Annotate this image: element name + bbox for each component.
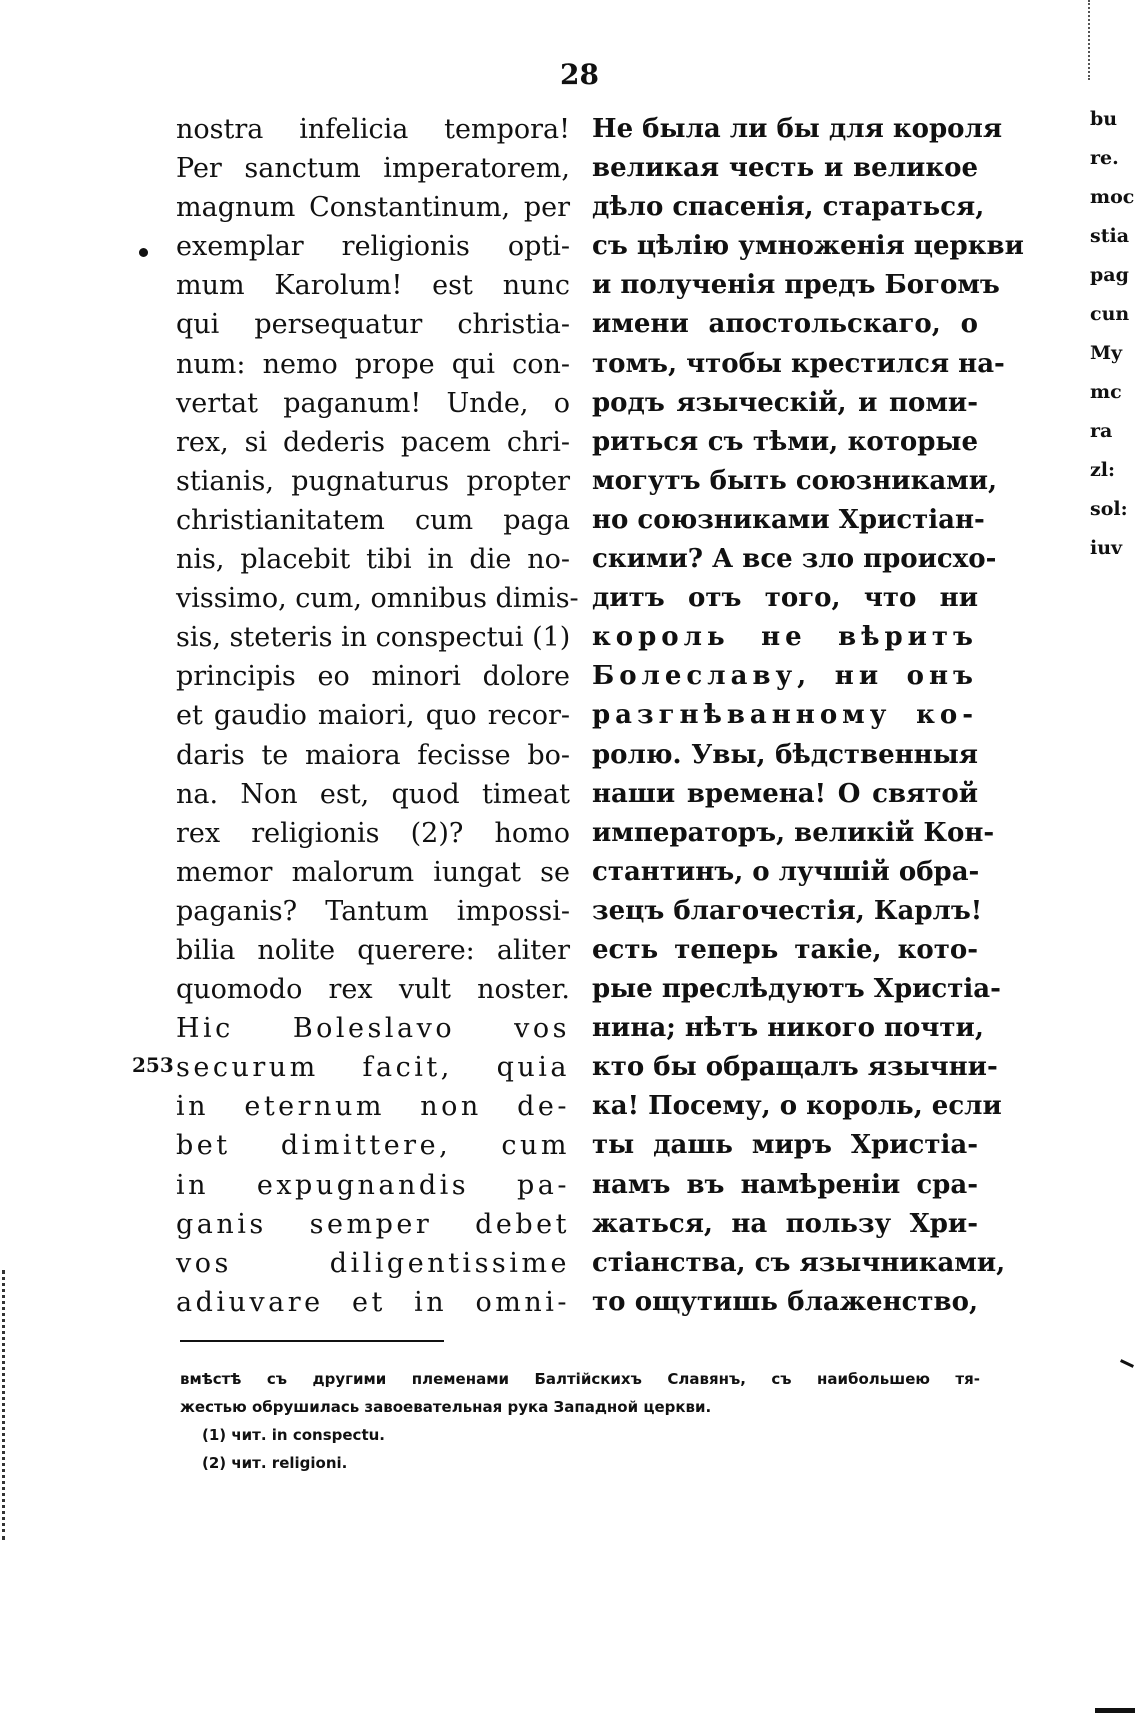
- page-edge-dotted-line: [1088, 0, 1091, 80]
- text-line: vissimo, cum, omnibus dimis-: [176, 583, 579, 615]
- text-line: christianitatem cum paga: [176, 504, 570, 536]
- text-line: стантинъ, о лучшій обра-: [592, 856, 980, 887]
- text-line: разгнѣванному ко-: [592, 700, 978, 731]
- text-line: rex religionis (2)? homo: [176, 817, 570, 849]
- text-line: дѣло спасенія, стараться,: [592, 192, 985, 223]
- text-line: rex, si dederis pacem chri-: [176, 426, 570, 458]
- text-line: и полученія предъ Богомъ: [592, 270, 1000, 301]
- text-line: томъ, чтобы крестился на-: [592, 348, 1005, 379]
- footnote-separator-rule: [180, 1340, 444, 1342]
- adjacent-page-fragment: stia: [1090, 225, 1130, 247]
- text-line: жаться, на пользу Хри-: [592, 1208, 978, 1239]
- text-line: наши времена! О святой: [592, 778, 978, 809]
- text-line: Hic Boleslavo vos: [176, 1013, 570, 1045]
- text-line: императоръ, великій Кон-: [592, 817, 995, 848]
- text-line: рые преслѣдуютъ Христіа-: [592, 974, 1001, 1005]
- adjacent-page-fragment: bu: [1090, 108, 1118, 130]
- text-line: Болеславу, ни онъ: [592, 661, 978, 692]
- text-line: имени апостольскаго, о: [592, 309, 978, 340]
- text-line: qui persequatur christia-: [176, 309, 570, 341]
- text-line: ganis semper debet: [176, 1208, 570, 1240]
- footnotes-block: [180, 1365, 980, 1477]
- footnote-item: (1) чит. in conspectu.: [202, 1426, 385, 1444]
- adjacent-page-fragment: mc: [1090, 381, 1122, 403]
- text-line: кто бы обращалъ язычни-: [592, 1052, 998, 1083]
- text-line: stianis, pugnaturus propter: [176, 465, 570, 497]
- latin-text-column: [176, 110, 579, 1322]
- text-line: риться съ тѣми, которые: [592, 426, 978, 457]
- text-line: Не была ли бы для короля: [592, 114, 1003, 144]
- adjacent-page-fragment: iuv: [1090, 537, 1123, 559]
- footnote-item: (2) чит. religioni.: [202, 1454, 348, 1472]
- text-line: vertat paganum! Unde, o: [176, 387, 570, 419]
- adjacent-page-fragment: ra: [1090, 420, 1113, 442]
- text-line: но союзниками Христіан-: [592, 504, 985, 535]
- text-line: нина; нѣтъ никого почти,: [592, 1013, 984, 1044]
- adjacent-page-fragment: zl:: [1090, 459, 1116, 481]
- text-line: ролю. Увы, бѣдственныя: [592, 739, 978, 770]
- text-line: великая честь и великое: [592, 153, 978, 184]
- text-line: nostra infelicia tempora!: [176, 114, 570, 145]
- text-line: exemplar religionis opti-: [176, 231, 570, 263]
- text-line: nis, placebit tibi in die no-: [176, 544, 570, 576]
- text-line: securum facit, quia: [176, 1052, 570, 1084]
- margin-line-number: 253: [132, 1053, 174, 1077]
- adjacent-page-fragment: sol:: [1090, 498, 1128, 520]
- text-line: стіанства, съ язычниками,: [592, 1247, 1006, 1278]
- scan-artifact-mark: [1120, 1359, 1134, 1368]
- text-line: memor malorum iungat se: [176, 856, 570, 888]
- text-line: скими? А все зло происхо-: [592, 544, 997, 575]
- text-line: намъ въ намѣреніи сра-: [592, 1169, 978, 1200]
- text-line: in expugnandis pa-: [176, 1169, 570, 1201]
- text-line: могутъ быть союзниками,: [592, 465, 998, 496]
- text-line: съ цѣлію умноженія церкви: [592, 231, 1024, 262]
- text-line: et gaudio maiori, quo recor-: [176, 700, 570, 732]
- text-line: quomodo rex vult noster.: [176, 974, 570, 1006]
- text-line: ка! Посему, о король, если: [592, 1091, 1002, 1122]
- adjacent-page-fragment: moc: [1090, 186, 1135, 208]
- page-number: 28: [560, 58, 599, 91]
- scan-artifact-mark: [1095, 1708, 1135, 1713]
- text-line: mum Karolum! est nunc: [176, 270, 570, 302]
- binding-edge-marks: [2, 1270, 7, 1540]
- adjacent-page-fragment: re.: [1090, 147, 1119, 169]
- footnote-continuation-line: жестью обрушилась завоевательная рука Западной церкви.: [180, 1398, 712, 1416]
- text-line: bilia nolite querere: aliter: [176, 934, 570, 966]
- text-line: magnum Constantinum, per: [176, 192, 570, 224]
- text-line: daris te maiora fecisse bo-: [176, 739, 570, 771]
- adjacent-page-fragment: pag: [1090, 264, 1129, 286]
- text-line: зецъ благочестія, Карлъ!: [592, 895, 983, 926]
- text-line: na. Non est, quod timeat: [176, 778, 570, 810]
- text-line: paganis? Tantum impossi-: [176, 895, 570, 927]
- text-line: родъ языческій, и поми-: [592, 387, 978, 418]
- text-line: ты дашь миръ Христіа-: [592, 1130, 978, 1161]
- text-line: in eternum non de-: [176, 1091, 570, 1123]
- text-line: дитъ отъ того, что ни: [592, 583, 978, 614]
- text-line: король не вѣритъ: [592, 622, 978, 653]
- text-line: principis eo minori dolore: [176, 661, 570, 693]
- russian-text-column: [592, 110, 1024, 1322]
- text-line: Per sanctum imperatorem,: [176, 153, 570, 185]
- footnote-continuation-line: вмѣстѣ съ другими племенами Балтійскихъ Славянъ, съ наибольшею тя-: [180, 1370, 980, 1388]
- adjacent-page-fragment: cun: [1090, 303, 1130, 325]
- adjacent-page-fragment: My: [1090, 342, 1123, 364]
- text-line: vos diligentissime: [176, 1247, 570, 1279]
- text-line: num: nemo prope qui con-: [176, 348, 570, 380]
- adjacent-page-fragment-strip: [1090, 100, 1140, 568]
- text-line: то ощутишь блаженство,: [592, 1286, 978, 1317]
- text-line: есть теперь такіе, кото-: [592, 934, 978, 965]
- margin-bullet-mark: [139, 248, 148, 257]
- text-line: adiuvare et in omni-: [176, 1286, 570, 1318]
- text-line: sis, steteris in conspectui (1): [176, 622, 571, 654]
- text-line: bet dimittere, cum: [176, 1130, 570, 1162]
